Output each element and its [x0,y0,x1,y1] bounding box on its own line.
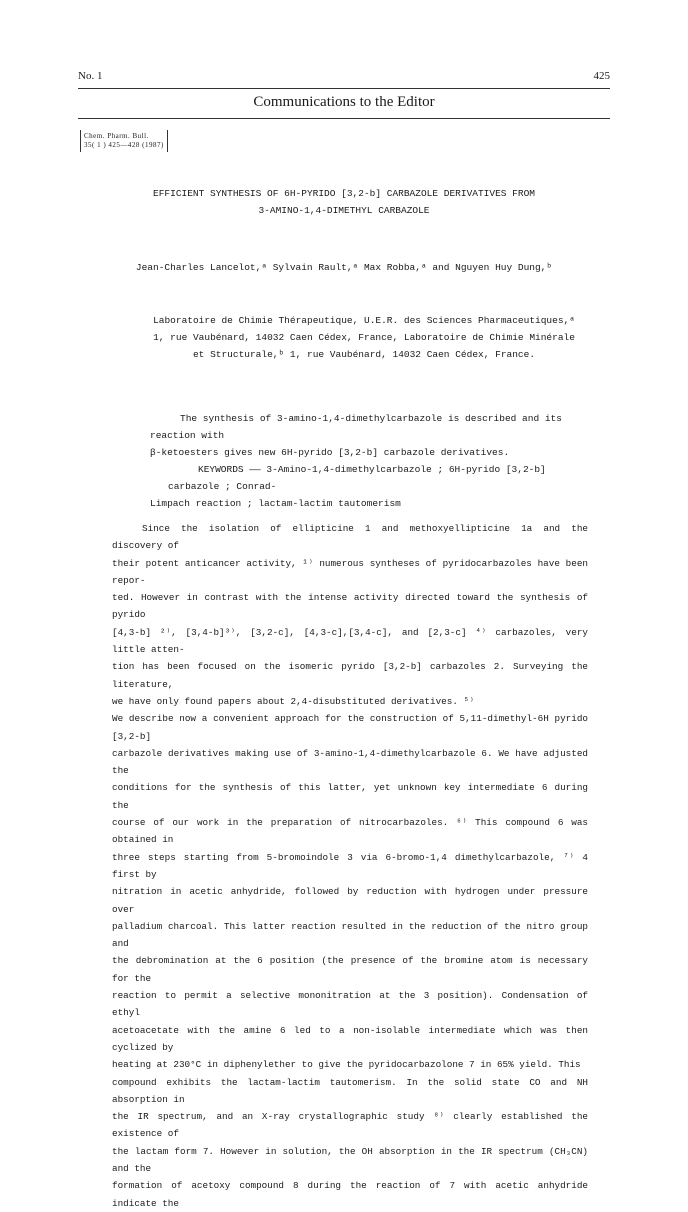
affiliations [150,312,578,363]
body-line: formation of acetoxy compound 8 during the reaction of 7 with acetic anhydride indicate the [112,1180,588,1209]
body-line: We describe now a convenient approach for the construction of 5,11-dimethyl-6H pyrido [3,2-b] [112,713,588,742]
body-line: Since the isolation of ellipticine 1 and methoxyellipticine 1a and the discovery of [112,523,588,552]
body-line: compound exhibits the lactam-lactim tautomerism. In the solid state CO and NH absorption in [112,1076,588,1105]
title-line-1: EFFICIENT SYNTHESIS OF 6H-PYRIDO [3,2-b] CARBAZOLE DERIVATIVES FROM [153,188,535,199]
article-title [78,185,610,219]
abstract [150,410,588,512]
body-line: three steps starting from 5-bromoindole 3 via 6-bromo-1,4 dimethylcarbazole, ⁷⁾ 4 first by [112,851,588,880]
body-line: ted. However in contrast with the intense activity directed toward the synthesis of pyrido [112,592,588,621]
page-number: 425 [593,70,610,82]
keywords-line-1: KEYWORDS —— 3-Amino-1,4-dimethylcarbazole ; 6H-pyrido [3,2-b] carbazole ; Conrad- [168,464,546,492]
abstract-line-1: The synthesis of 3-amino-1,4-dimethylcarbazole is described and its reaction with [150,413,562,441]
author-list: Jean-Charles Lancelot,ᵃ Sylvain Rault,ᵃ Max Robba,ᵃ and Nguyen Huy Dung,ᵇ [135,262,553,273]
citation-volume: 35( 1 ) 425—428 (1987) [84,141,164,149]
body-line: the debromination at the 6 position (the presence of the bromine atom is necessary for the [112,955,588,984]
abstract-line-2: β-ketoesters gives new 6H-pyrido [3,2-b] carbazole derivatives. [150,447,510,458]
affiliation-line-3: et Structurale,ᵇ 1, rue Vaubénard, 14032 Caen Cédex, France. [192,349,536,360]
body-line: the lactam form 7. However in solution, the OH absorption in the IR spectrum (CH₃CN) and the [112,1145,588,1174]
body-line: acetoacetate with the amine 6 led to a non-isolable intermediate which was then cyclized by [112,1024,588,1053]
issue-number: No. 1 [78,70,103,82]
body-line: palladium charcoal. This latter reaction resulted in the reduction of the nitro group and [112,920,588,950]
body-line: their potent anticancer activity, ¹⁾ numerous syntheses of pyridocarbazoles have been repor- [112,557,588,586]
body-line: course of our work in the preparation of nitrocarbazoles. ⁶⁾ This compound 6 was obtained in [112,817,588,846]
affiliation-line-1: Laboratoire de Chimie Thérapeutique, U.E.R. des Sciences Pharmaceutiques,ᵃ [153,315,575,326]
journal-citation [80,130,168,152]
body-line: conditions for the synthesis of this latter, yet unknown key intermediate 6 during the [112,782,588,811]
header-rule [78,88,610,89]
section-title: Communications to the Editor [253,94,435,110]
body-line: carbazole derivatives making use of 3-amino-1,4-dimethylcarbazole 6. We have adjusted the [112,747,588,777]
affiliation-line-2: 1, rue Vaubénard, 14032 Caen Cédex, France, Laboratoire de Chimie Minérale [153,332,575,343]
title-line-2: 3-AMINO-1,4-DIMETHYL CARBAZOLE [258,205,430,216]
body-line: we have only found papers about 2,4-disubstituted derivatives. ⁵⁾ [112,695,475,707]
keywords-line-2: Limpach reaction ; lactam-lactim tautomerism [150,498,401,509]
section-rule [78,118,610,119]
body-line: the IR spectrum, and an X-ray crystallographic study ⁸⁾ clearly established the existence of [112,1111,588,1140]
body-text [112,520,588,1212]
body-line: reaction to permit a selective mononitration at the 3 position). Condensation of ethyl [112,990,588,1019]
body-line: [4,3-b] ²⁾, [3,4-b]³⁾, [3,2-c], [4,3-c],[3,4-c], and [2,3-c] ⁴⁾ carbazoles, very little atten- [112,626,588,656]
body-line: tion has been focused on the isomeric pyrido [3,2-b] carbazoles 2. Surveying the literature, [112,661,588,690]
body-line: nitration in acetic anhydride, followed by reduction with hydrogen under pressure over [112,886,588,915]
body-line: heating at 230°C in diphenylether to give the pyridocarbazolone 7 in 65% yield. This [112,1059,581,1071]
citation-journal: Chem. Pharm. Bull. [84,132,149,140]
